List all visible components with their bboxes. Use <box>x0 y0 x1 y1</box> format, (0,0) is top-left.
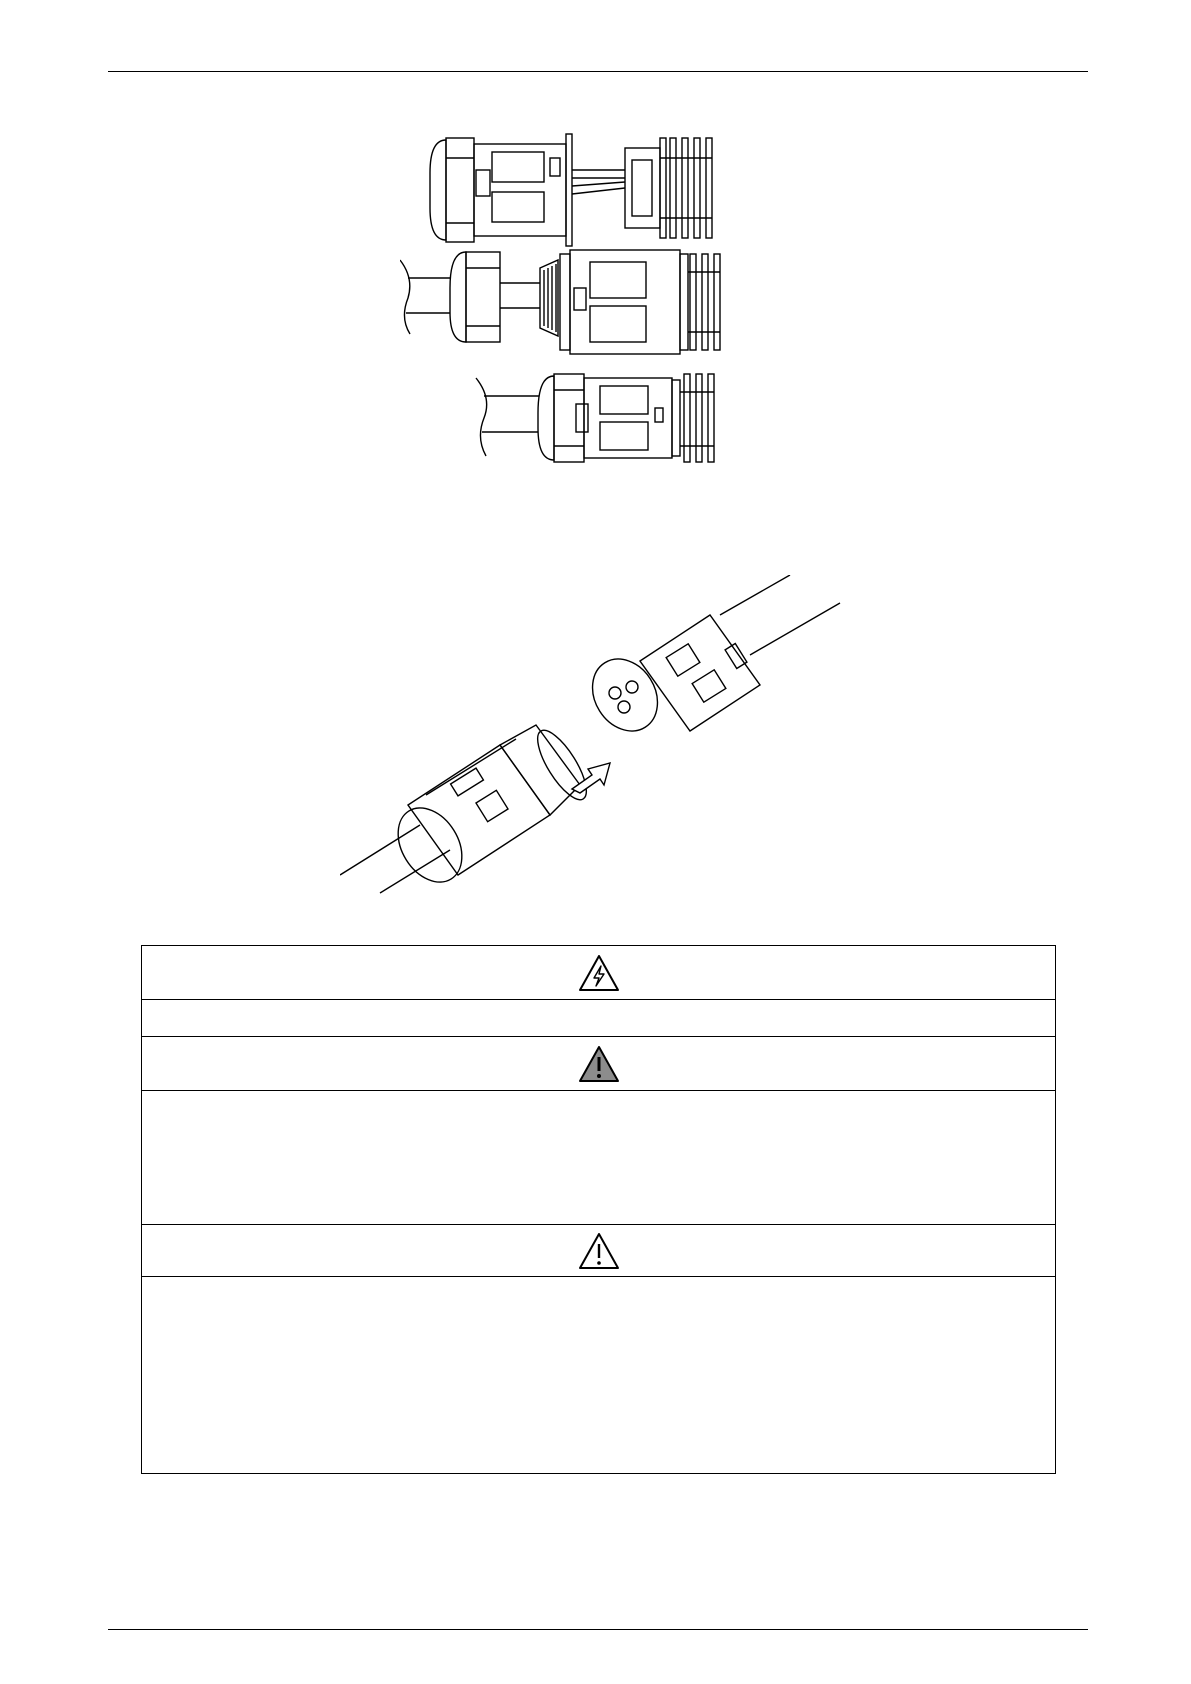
assembly-step-2 <box>400 250 720 354</box>
cable-right <box>720 575 840 655</box>
connector-mating-figure <box>340 575 860 895</box>
plug-left <box>385 724 595 894</box>
caution-icon <box>578 1232 620 1270</box>
footer-rule <box>108 1629 1088 1630</box>
connector-assembly-figure <box>400 128 790 508</box>
electric-shock-icon <box>578 954 620 992</box>
warning-filled-icon <box>578 1045 620 1083</box>
header-rule <box>108 71 1088 72</box>
mating-arrow-icon <box>572 763 610 793</box>
assembly-step-1 <box>430 134 712 246</box>
warning-header <box>142 1037 1055 1091</box>
warning-body <box>142 1091 1055 1225</box>
electric-shock-header <box>142 946 1055 1000</box>
assembly-step-3 <box>476 374 714 462</box>
electric-shock-body <box>142 1000 1055 1037</box>
caution-body <box>142 1277 1055 1473</box>
socket-right <box>579 615 760 743</box>
safety-notice-table <box>141 945 1056 1474</box>
caution-header <box>142 1225 1055 1277</box>
cable-left <box>340 825 450 893</box>
